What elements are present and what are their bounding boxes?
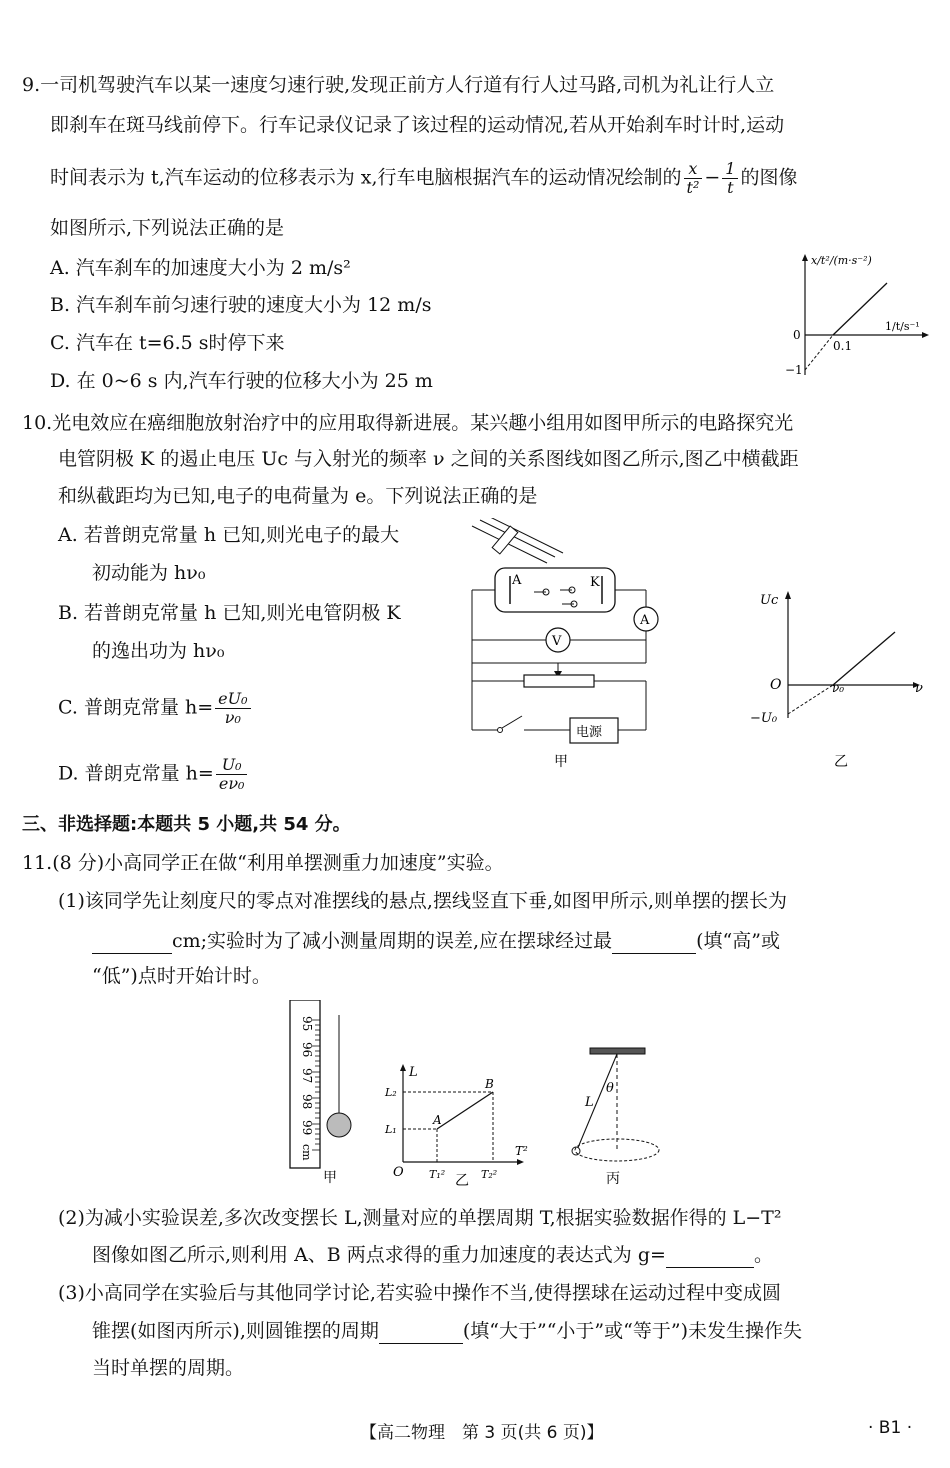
q10-option-d-prefix: D. 普朗克常量 h= (58, 762, 214, 785)
q11-conical-pendulum (560, 1040, 680, 1190)
fraction-x-over-t2: $\frac{x}{\text{t²}}$ (684, 160, 703, 197)
q11-part3-line-2 (92, 1318, 802, 1344)
ammeter-label: A (640, 613, 650, 628)
figure-yi-caption: 乙 (834, 754, 848, 768)
q11-ruler-figure (285, 1000, 365, 1190)
q10-option-d (58, 756, 249, 793)
q9-graph-xlabel: 1/t/s⁻¹ (885, 320, 920, 333)
answer-blank-period-compare[interactable] (379, 1323, 463, 1344)
q10-option-c-prefix: C. 普朗克常量 h= (58, 696, 214, 719)
lt-graph-T1: T₁² (429, 1168, 446, 1181)
q11-part3-line-3: 当时单摆的周期。 (92, 1357, 245, 1379)
q9-option-d: D. 在 0~6 s 内,汽车行驶的位移大小为 25 m (50, 370, 433, 392)
fraction-eU0-over-nu0: $\frac{\text{eU₀}}{\text{ν₀}}$ (215, 690, 250, 727)
q10-option-c (58, 690, 253, 727)
q9-graph (775, 250, 945, 385)
q11-intro: 11.(8 分)小高同学正在做“利用单摆测重力加速度”实验。 (22, 852, 504, 874)
page-code: · B1 · (868, 1418, 913, 1438)
answer-blank-length[interactable] (92, 933, 172, 954)
q9-graph-ylabel: x/t²/(m·s⁻²) (811, 254, 872, 267)
fraction-1-over-t: $\frac{1}{t}$ (722, 160, 738, 197)
q11-part3-line-2-text: 锥摆(如图丙所示),则圆锥摆的周期 (92, 1320, 379, 1342)
q10-line-1: 10.光电效应在癌细胞放射治疗中的应用取得新进展。某兴趣小组用如图甲所示的电路探究光 (22, 412, 794, 434)
q10-option-a-2: 初动能为 hν₀ (92, 562, 206, 584)
q9-option-c: C. 汽车在 t=6.5 s时停下来 (50, 332, 285, 354)
q9-option-b: B. 汽车刹车前匀速行驶的速度大小为 12 m/s (50, 294, 432, 316)
answer-blank-high-low[interactable] (612, 933, 696, 954)
ruler-tick-96: 96 (300, 1042, 314, 1058)
q10-graph-xlabel: ν (915, 681, 923, 696)
q10-option-b-2: 的逸出功为 hν₀ (92, 640, 225, 662)
q9-line-3 (50, 160, 797, 197)
lt-graph-T2: T₂² (481, 1168, 498, 1181)
anode-label: A (512, 573, 522, 588)
lt-graph-caption-yi: 乙 (455, 1173, 469, 1189)
ruler-unit-cm: cm (300, 1144, 313, 1161)
q10-graph-y-tick: −U₀ (750, 711, 778, 726)
q9-line-3-tail: 的图像 (740, 166, 798, 189)
voltmeter-label: V (552, 634, 562, 649)
q11-part1-line-3: “低”)点时开始计时。 (92, 965, 271, 987)
q11-part1-line-2-tail: (填“高”或 (696, 930, 780, 952)
minus-sign: − (704, 166, 721, 189)
q11-part1-line-2-text: cm;实验时为了减小测量周期的误差,应在摆球经过最 (172, 930, 613, 952)
q9-line-2: 即刹车在斑马线前停下。行车记录仪记录了该过程的运动情况,若从开始刹车时计时,运动 (50, 114, 785, 136)
q10-option-a-1: A. 若普朗克常量 h 已知,则光电子的最大 (58, 524, 400, 546)
q9-line-3-text: 时间表示为 t,汽车运动的位移表示为 x,行车电脑根据汽车的运动情况绘制的 (50, 166, 682, 189)
q9-graph-origin: 0 (793, 328, 801, 342)
q9-line-4: 如图所示,下列说法正确的是 (50, 217, 285, 239)
q11-part2-period: 。 (753, 1244, 773, 1266)
fraction-U0-over-enu0: $\frac{\text{U₀}}{\text{eν₀}}$ (216, 756, 248, 793)
q9-graph-y-intercept: −1 (785, 363, 803, 377)
q11-part1-line-2 (92, 928, 780, 954)
cathode-label: K (590, 575, 600, 590)
q9-line-1: 9.一司机驾驶汽车以某一速度匀速行驶,发现正前方人行道有行人过马路,司机为礼让行人立 (22, 74, 775, 96)
q10-graph-x-tick: ν₀ (832, 681, 845, 695)
q9-option-a: A. 汽车刹车的加速度大小为 2 m/s² (50, 257, 351, 279)
lt-graph-ylabel: L (409, 1065, 418, 1080)
q9-graph-x-tick: 0.1 (833, 339, 853, 353)
lt-graph-L1: L₁ (385, 1123, 397, 1136)
lt-graph-origin: O (393, 1165, 404, 1180)
section-3-title: 三、非选择题:本题共 5 小题,共 54 分。 (22, 814, 351, 835)
q11-part3-line-1: (3)小高同学在实验后与其他同学讨论,若实验中操作不当,使得摆球在运动过程中变成圆 (58, 1282, 781, 1304)
conical-length-label: L (585, 1095, 594, 1110)
q10-circuit-diagram (462, 518, 702, 778)
ruler-tick-99: 99 (300, 1120, 314, 1136)
q10-line-2: 电管阴极 K 的遏止电压 Uc 与入射光的频率 ν 之间的关系图线如图乙所示,图乙中横截距 (58, 448, 799, 470)
q10-line-3: 和纵截距均为已知,电子的电荷量为 e。下列说法正确的是 (58, 485, 538, 507)
q10-graph-origin: O (770, 677, 782, 693)
lt-graph-point-B: B (485, 1077, 494, 1091)
q11-part2-line-2-text: 图像如图乙所示,则利用 A、B 两点求得的重力加速度的表达式为 g= (92, 1244, 666, 1266)
ruler-tick-98: 98 (300, 1094, 314, 1110)
q11-part2-line-2 (92, 1242, 773, 1268)
power-source-label: 电源 (576, 725, 603, 740)
ruler-tick-97: 97 (300, 1068, 314, 1084)
page-footer: 【高二物理 第 3 页(共 6 页)】 (360, 1423, 604, 1443)
q10-graph (748, 588, 933, 768)
ruler-tick-95: 95 (300, 1016, 314, 1032)
q11-part2-line-1: (2)为减小实验误差,多次改变摆长 L,测量对应的单摆周期 T,根据实验数据作得的 L−T² (58, 1207, 782, 1229)
conical-caption-bing: 丙 (606, 1171, 620, 1187)
lt-graph-L2: L₂ (385, 1086, 397, 1099)
lt-graph-xlabel: T² (515, 1144, 528, 1158)
q10-option-b-1: B. 若普朗克常量 h 已知,则光电管阴极 K (58, 602, 401, 624)
conical-angle-label: θ (606, 1081, 614, 1096)
q10-graph-ylabel: Uc (760, 593, 779, 608)
lt-graph-point-A: A (433, 1113, 442, 1127)
q11-L-T2-graph (375, 1060, 545, 1190)
q11-part3-line-2-tail: (填“大于”“小于”或“等于”)未发生操作失 (462, 1320, 802, 1342)
figure-jia-caption: 甲 (554, 754, 568, 770)
answer-blank-g-expression[interactable] (666, 1247, 754, 1268)
ruler-caption-jia: 甲 (323, 1170, 337, 1186)
q11-part1-line-1: (1)该同学先让刻度尺的零点对准摆线的悬点,摆线竖直下垂,如图甲所示,则单摆的摆长为 (58, 890, 788, 912)
